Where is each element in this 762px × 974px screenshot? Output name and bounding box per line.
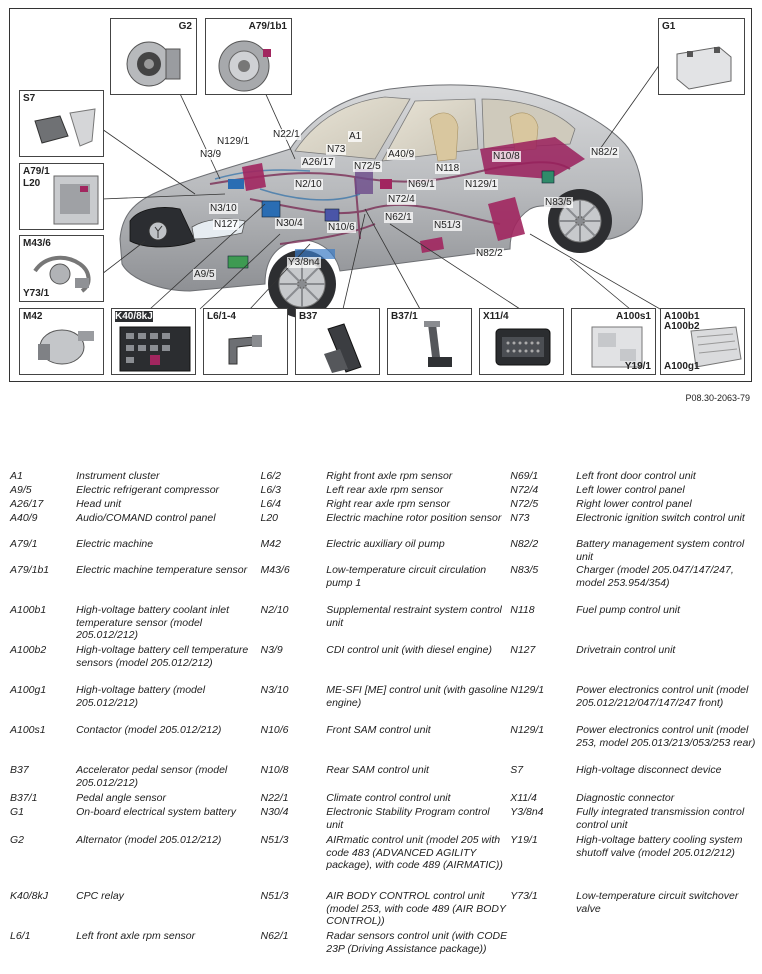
legend-row bbox=[10, 470, 762, 484]
legend-code: A79/1b1 bbox=[10, 564, 50, 576]
box-l6 bbox=[203, 308, 288, 375]
legend-code: K40/8kJ bbox=[10, 890, 48, 902]
box-a100-battery bbox=[660, 308, 745, 375]
legend-description: Electric machine bbox=[76, 538, 154, 550]
legend-code: A9/5 bbox=[10, 484, 32, 496]
legend-description: Electronic ignition switch control unit bbox=[576, 512, 745, 524]
legend-code: A100s1 bbox=[10, 724, 46, 736]
box-a79-1-l20 bbox=[19, 163, 104, 230]
callout-n2-10: N2/10 bbox=[295, 179, 322, 190]
legend-row bbox=[10, 792, 762, 806]
legend-description bbox=[576, 930, 762, 970]
legend-code: N10/8 bbox=[260, 764, 289, 776]
box-a100s1-y19-1 bbox=[571, 308, 656, 375]
legend-description: CDI control unit (with diesel engine) bbox=[326, 644, 492, 656]
legend-description: Charger (model 205.047/147/247, model 253.954/354) bbox=[576, 564, 734, 589]
legend-row bbox=[10, 806, 762, 834]
legend-description: Battery management system control unit bbox=[576, 538, 745, 563]
legend-description: Pedal angle sensor bbox=[76, 792, 166, 804]
legend-code: B37/1 bbox=[10, 792, 38, 804]
callout-n3-9: N3/9 bbox=[200, 149, 222, 160]
box-label: B37 bbox=[299, 311, 318, 322]
legend-row bbox=[10, 724, 762, 764]
callout-n30-4: N30/4 bbox=[276, 218, 303, 229]
legend-description: Power electronics control unit (model 205.012/212/047/147/247 front) bbox=[576, 684, 749, 709]
legend-description: High-voltage battery cell temperature sensors (model 205.012/212) bbox=[76, 644, 249, 669]
legend-description: Electronic Stability Program control unit bbox=[326, 806, 490, 831]
box-label: L6/1-4 bbox=[207, 311, 236, 322]
legend-description: Audio/COMAND control panel bbox=[76, 512, 216, 524]
callout-y3-8n4: Y3/8n4 bbox=[288, 257, 320, 268]
callout-a40-9: A40/9 bbox=[388, 149, 415, 160]
legend-description: ME-SFI [ME] control unit (with gasoline engine) bbox=[326, 684, 508, 709]
legend-code bbox=[510, 930, 576, 970]
legend-description: Rear SAM control unit bbox=[326, 764, 429, 776]
legend-description: Fully integrated transmission control control unit bbox=[576, 806, 745, 831]
legend-row bbox=[10, 512, 762, 538]
legend-description: Electric machine rotor position sensor bbox=[326, 512, 502, 524]
box-label-secondary: Y19/1 bbox=[624, 361, 651, 372]
box-label: A100b1 bbox=[664, 311, 700, 322]
legend-code: N51/3 bbox=[260, 890, 289, 902]
legend-code: M43/6 bbox=[260, 564, 290, 576]
legend-code: N3/9 bbox=[260, 644, 283, 656]
callout-a26-17: A26/17 bbox=[302, 157, 334, 168]
box-label: M43/6 bbox=[23, 238, 51, 249]
legend-description: Low-temperature circuit switchover valve bbox=[576, 890, 739, 915]
legend-description: High-voltage battery cooling system shutoff valve (model 205.012/212) bbox=[576, 834, 743, 859]
legend-code: N51/3 bbox=[260, 834, 289, 846]
legend-description: Electric machine temperature sensor bbox=[76, 564, 248, 576]
callout-n73: N73 bbox=[327, 144, 346, 155]
box-g1 bbox=[658, 18, 745, 95]
legend-description: Supplemental restraint system control unit bbox=[326, 604, 502, 629]
legend-description: Low-temperature circuit circulation pump 1 bbox=[326, 564, 487, 589]
legend-code: L6/3 bbox=[260, 484, 281, 496]
box-k40-8kj bbox=[111, 308, 196, 375]
legend-description: Electric auxiliary oil pump bbox=[326, 538, 445, 550]
box-label-secondary: L20 bbox=[23, 178, 41, 189]
box-b37-1 bbox=[387, 308, 472, 375]
box-label: M42 bbox=[23, 311, 43, 322]
legend-description: Right rear axle rpm sensor bbox=[326, 498, 450, 510]
box-m42 bbox=[19, 308, 104, 375]
legend-description: Instrument cluster bbox=[76, 470, 160, 482]
legend-code: N22/1 bbox=[260, 792, 289, 804]
legend-code: N3/10 bbox=[260, 684, 289, 696]
legend-table bbox=[10, 470, 762, 970]
legend-code: Y19/1 bbox=[510, 834, 538, 846]
legend-code: L20 bbox=[260, 512, 279, 524]
legend-row bbox=[10, 484, 762, 498]
callout-n69-1: N69/1 bbox=[408, 179, 435, 190]
legend-description: On-board electrical system battery bbox=[76, 806, 236, 818]
legend-code: G1 bbox=[10, 806, 25, 818]
legend-code: N30/4 bbox=[260, 806, 289, 818]
callout-n82-2-bottom: N82/2 bbox=[476, 248, 503, 259]
legend-description: High-voltage battery coolant inlet temperature sensor (model 205.012/212) bbox=[76, 604, 229, 641]
legend-description: Climate control control unit bbox=[326, 792, 451, 804]
box-label: A100s1 bbox=[615, 311, 651, 322]
legend-code: N69/1 bbox=[510, 470, 539, 482]
legend-code: A40/9 bbox=[10, 512, 38, 524]
legend-description: Right front axle rpm sensor bbox=[326, 470, 453, 482]
legend-description: Electric refrigerant compressor bbox=[76, 484, 220, 496]
legend-description: Power electronics control unit (model 253, model 205.013/213/053/253 rear) bbox=[576, 724, 756, 749]
box-label: G1 bbox=[662, 21, 676, 32]
legend-description: Alternator (model 205.012/212) bbox=[76, 834, 222, 846]
figure-reference: P08.30-2063-79 bbox=[685, 393, 750, 403]
legend-code: L6/4 bbox=[260, 498, 281, 510]
legend-description: AIR BODY CONTROL control unit (model 253, with code 489 (AIR BODY CONTROL)) bbox=[326, 890, 506, 927]
legend-description: High-voltage disconnect device bbox=[576, 764, 722, 776]
legend-code: N127 bbox=[510, 644, 536, 656]
legend-code: N72/4 bbox=[510, 484, 539, 496]
box-label: X11/4 bbox=[483, 311, 509, 322]
legend-code: Y73/1 bbox=[510, 890, 538, 902]
legend-code: N62/1 bbox=[260, 930, 289, 942]
legend-description: AIRmatic control unit (model 205 with code 483 (ADVANCED AGILITY package), with code 489 (AIRMATIC)) bbox=[326, 834, 503, 871]
legend-row bbox=[10, 890, 762, 930]
callout-n62-1: N62/1 bbox=[385, 212, 412, 223]
legend-description: Left front axle rpm sensor bbox=[76, 930, 196, 942]
legend-code: G2 bbox=[10, 834, 25, 846]
legend-code: A100b1 bbox=[10, 604, 47, 616]
legend-row bbox=[10, 538, 762, 564]
legend-description: Right lower control panel bbox=[576, 498, 692, 510]
legend-code: A100b2 bbox=[10, 644, 47, 656]
legend-code: N129/1 bbox=[510, 684, 545, 696]
callout-a1: A1 bbox=[349, 131, 362, 142]
legend-description: Accelerator pedal sensor (model 205.012/212) bbox=[76, 764, 228, 789]
box-label-secondary: A100b2 bbox=[664, 321, 700, 332]
legend-row bbox=[10, 684, 762, 724]
legend-code: A100g1 bbox=[10, 684, 47, 696]
legend-description: CPC relay bbox=[76, 890, 124, 902]
callout-n3-10: N3/10 bbox=[210, 203, 237, 214]
callout-n118: N118 bbox=[436, 163, 460, 174]
box-label: A79/1b1 bbox=[248, 21, 287, 32]
legend-code: M42 bbox=[260, 538, 281, 550]
box-label: K40/8kJ bbox=[115, 311, 153, 322]
legend-description: Front SAM control unit bbox=[326, 724, 431, 736]
box-label: B37/1 bbox=[391, 311, 418, 322]
legend-code: A26/17 bbox=[10, 498, 44, 510]
legend-description: Left front door control unit bbox=[576, 470, 696, 482]
box-label: A79/1 bbox=[23, 166, 50, 177]
legend-code: Y3/8n4 bbox=[510, 806, 544, 818]
legend-description: Left rear axle rpm sensor bbox=[326, 484, 443, 496]
box-label: S7 bbox=[23, 93, 36, 104]
callout-n83-5: N83/5 bbox=[545, 197, 572, 208]
box-m43-6-y73-1 bbox=[19, 235, 104, 302]
box-label-tertiary: A100g1 bbox=[664, 361, 700, 372]
component-location-diagram bbox=[9, 8, 752, 382]
callout-n129-1-front: N129/1 bbox=[217, 136, 250, 147]
legend-code: A1 bbox=[10, 470, 23, 482]
legend-row bbox=[10, 498, 762, 512]
legend-row bbox=[10, 764, 762, 792]
callout-n127: N127 bbox=[214, 219, 238, 230]
box-b37 bbox=[295, 308, 380, 375]
legend-code: N129/1 bbox=[510, 724, 545, 736]
box-a79-1b1 bbox=[205, 18, 292, 95]
legend-row bbox=[10, 834, 762, 890]
callout-n82-2-top: N82/2 bbox=[591, 147, 618, 158]
box-label-secondary: Y73/1 bbox=[23, 288, 50, 299]
legend-description: Contactor (model 205.012/212) bbox=[76, 724, 222, 736]
legend-description: Left lower control panel bbox=[576, 484, 685, 496]
legend-row bbox=[10, 644, 762, 684]
legend-row bbox=[10, 564, 762, 604]
callout-n10-6: N10/6 bbox=[328, 222, 355, 233]
callout-n10-8: N10/8 bbox=[493, 151, 520, 162]
legend-code: L6/1 bbox=[10, 930, 31, 942]
legend-code: X11/4 bbox=[510, 792, 537, 804]
legend-code: A79/1 bbox=[10, 538, 38, 550]
legend-description: Fuel pump control unit bbox=[576, 604, 681, 616]
callout-n72-4: N72/4 bbox=[388, 194, 415, 205]
legend-code: N72/5 bbox=[510, 498, 539, 510]
legend-description: Drivetrain control unit bbox=[576, 644, 676, 656]
callout-n22-1: N22/1 bbox=[273, 129, 300, 140]
legend-description: Head unit bbox=[76, 498, 122, 510]
legend-row bbox=[10, 930, 762, 970]
legend-code: N118 bbox=[510, 604, 535, 616]
legend-code: N73 bbox=[510, 512, 530, 524]
callout-n51-3: N51/3 bbox=[434, 220, 461, 231]
callout-n129-1-rear: N129/1 bbox=[465, 179, 498, 190]
box-g2 bbox=[110, 18, 197, 95]
legend-code: N2/10 bbox=[260, 604, 289, 616]
legend-code: L6/2 bbox=[260, 470, 281, 482]
legend-row bbox=[10, 604, 762, 644]
callout-a9-5: A9/5 bbox=[194, 269, 215, 280]
legend-description: Radar sensors control unit (with CODE 23P (Driving Assistance package)) bbox=[326, 930, 508, 955]
legend-description: Diagnostic connector bbox=[576, 792, 675, 804]
box-x11-4 bbox=[479, 308, 564, 375]
box-label: G2 bbox=[178, 21, 192, 32]
legend-code: N10/6 bbox=[260, 724, 289, 736]
legend-description: High-voltage battery (model 205.012/212) bbox=[76, 684, 206, 709]
callout-n72-5: N72/5 bbox=[354, 161, 381, 172]
legend-code: S7 bbox=[510, 764, 524, 776]
box-s7 bbox=[19, 90, 104, 157]
legend-code: B37 bbox=[10, 764, 29, 776]
legend-code: N83/5 bbox=[510, 564, 539, 576]
legend-code: N82/2 bbox=[510, 538, 539, 550]
